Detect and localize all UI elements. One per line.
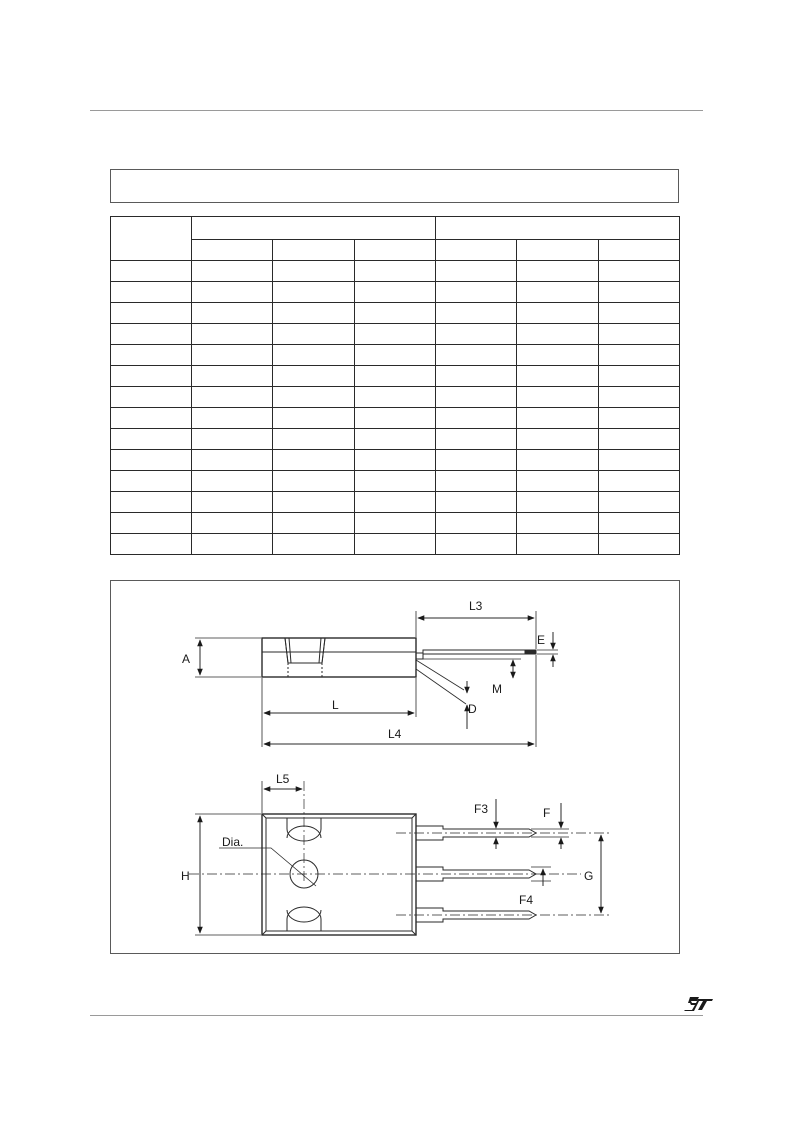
- dim-dia-leader: [219, 848, 316, 886]
- table-cell: [517, 408, 598, 429]
- table-cell: [273, 345, 354, 366]
- label-h: H: [181, 869, 190, 883]
- label-f3: F3: [474, 802, 489, 816]
- table-cell: [517, 282, 598, 303]
- package-drawing-box: [110, 580, 680, 954]
- table-cell: [111, 471, 192, 492]
- st-logo: [683, 994, 715, 1014]
- table-cell: [435, 303, 516, 324]
- table-cell: [354, 303, 435, 324]
- table-cell: [598, 303, 679, 324]
- table-cell: [111, 534, 192, 555]
- table-header-row: [111, 217, 680, 240]
- table-cell: [273, 471, 354, 492]
- table-cell: [598, 492, 679, 513]
- table-cell: [435, 513, 516, 534]
- side-lead-tip: [525, 650, 536, 654]
- label-f4: F4: [519, 893, 534, 907]
- table-cell: [354, 366, 435, 387]
- table-row: [111, 429, 680, 450]
- table-cell: [273, 408, 354, 429]
- min-mm-header: [192, 240, 273, 261]
- max-inch-header: [598, 240, 679, 261]
- table-cell: [435, 261, 516, 282]
- table-cell: [273, 534, 354, 555]
- table-row: [111, 492, 680, 513]
- table-cell: [192, 261, 273, 282]
- table-cell: [517, 261, 598, 282]
- table-cell: [598, 534, 679, 555]
- dimensions-table: [110, 216, 680, 555]
- table-cell: [273, 261, 354, 282]
- table-cell: [273, 429, 354, 450]
- max-mm-header: [354, 240, 435, 261]
- table-cell: [354, 471, 435, 492]
- table-cell: [435, 345, 516, 366]
- table-cell: [354, 429, 435, 450]
- table-row: [111, 324, 680, 345]
- table-row: [111, 303, 680, 324]
- table-cell: [517, 366, 598, 387]
- package-drawing: [111, 581, 681, 955]
- table-cell: [111, 324, 192, 345]
- table-cell: [517, 534, 598, 555]
- top-body-outline: [262, 814, 416, 935]
- table-row: [111, 408, 680, 429]
- table-row: [111, 345, 680, 366]
- table-cell: [517, 303, 598, 324]
- table-cell: [354, 261, 435, 282]
- table-cell: [192, 366, 273, 387]
- table-cell: [517, 513, 598, 534]
- table-cell: [111, 303, 192, 324]
- label-l3: L3: [469, 599, 483, 613]
- footer-rule: [90, 1015, 703, 1016]
- table-cell: [598, 429, 679, 450]
- table-cell: [435, 492, 516, 513]
- table-subheader-row: [111, 240, 680, 261]
- table-cell: [273, 387, 354, 408]
- label-a: A: [182, 652, 191, 666]
- ref-header-cell: [111, 217, 192, 261]
- table-cell: [435, 324, 516, 345]
- table-cell: [354, 387, 435, 408]
- table-cell: [517, 429, 598, 450]
- table-cell: [517, 471, 598, 492]
- table-cell: [435, 471, 516, 492]
- table-row: [111, 282, 680, 303]
- table-cell: [192, 450, 273, 471]
- table-cell: [354, 345, 435, 366]
- side-recess-edge: [319, 638, 321, 663]
- table-cell: [598, 450, 679, 471]
- table-cell: [354, 408, 435, 429]
- side-recess-edge: [289, 638, 291, 663]
- table-cell: [192, 492, 273, 513]
- table-cell: [354, 282, 435, 303]
- label-f: F: [543, 806, 551, 820]
- table-row: [111, 471, 680, 492]
- typ-inch-header: [517, 240, 598, 261]
- label-dia: Dia.: [222, 835, 244, 849]
- table-row: [111, 534, 680, 555]
- table-cell: [111, 261, 192, 282]
- table-row: [111, 513, 680, 534]
- table-cell: [435, 387, 516, 408]
- table-title-box: [110, 169, 679, 203]
- table-cell: [354, 324, 435, 345]
- table-cell: [273, 492, 354, 513]
- table-cell: [598, 324, 679, 345]
- table-cell: [598, 387, 679, 408]
- side-body-outline: [262, 638, 416, 677]
- label-d: D: [468, 702, 477, 716]
- table-cell: [354, 513, 435, 534]
- min-inch-header: [435, 240, 516, 261]
- table-cell: [517, 492, 598, 513]
- table-cell: [111, 282, 192, 303]
- table-cell: [111, 366, 192, 387]
- side-view: [195, 611, 558, 747]
- table-cell: [598, 366, 679, 387]
- table-cell: [598, 408, 679, 429]
- table-cell: [273, 513, 354, 534]
- table-cell: [435, 366, 516, 387]
- table-cell: [192, 345, 273, 366]
- table-cell: [598, 345, 679, 366]
- table-cell: [435, 450, 516, 471]
- table-cell: [111, 513, 192, 534]
- label-e: E: [537, 633, 546, 647]
- typ-mm-header: [273, 240, 354, 261]
- table-cell: [598, 513, 679, 534]
- table-cell: [111, 492, 192, 513]
- inch-group-header: [435, 217, 679, 240]
- label-g: G: [584, 869, 594, 883]
- table-cell: [517, 387, 598, 408]
- table-cell: [192, 282, 273, 303]
- label-l5: L5: [276, 772, 290, 786]
- table-cell: [111, 387, 192, 408]
- table-cell: [273, 303, 354, 324]
- table-cell: [517, 345, 598, 366]
- label-m: M: [492, 682, 502, 696]
- table-cell: [192, 303, 273, 324]
- side-recess-edge: [285, 638, 288, 663]
- side-recess-edge: [322, 638, 325, 663]
- table-cell: [354, 450, 435, 471]
- table-row: [111, 366, 680, 387]
- label-l4: L4: [388, 727, 402, 741]
- table-cell: [192, 471, 273, 492]
- mm-group-header: [192, 217, 436, 240]
- table-cell: [517, 324, 598, 345]
- table-cell: [273, 366, 354, 387]
- table-cell: [111, 408, 192, 429]
- table-cell: [192, 408, 273, 429]
- table-cell: [111, 345, 192, 366]
- table-cell: [192, 534, 273, 555]
- table-row: [111, 450, 680, 471]
- header-rule: [90, 110, 703, 111]
- table-cell: [192, 324, 273, 345]
- table-cell: [598, 261, 679, 282]
- table-cell: [354, 534, 435, 555]
- table-cell: [111, 429, 192, 450]
- table-row: [111, 387, 680, 408]
- table-cell: [435, 534, 516, 555]
- table-cell: [192, 429, 273, 450]
- table-cell: [598, 282, 679, 303]
- table-cell: [435, 429, 516, 450]
- table-cell: [192, 387, 273, 408]
- table-row: [111, 261, 680, 282]
- table-cell: [598, 471, 679, 492]
- top-view: [189, 781, 611, 935]
- table-cell: [517, 450, 598, 471]
- side-lead: [416, 650, 536, 659]
- bottom-notch-edge: [287, 910, 321, 922]
- table-cell: [273, 282, 354, 303]
- table-cell: [435, 282, 516, 303]
- table-cell: [192, 513, 273, 534]
- label-l: L: [332, 698, 339, 712]
- table-cell: [111, 450, 192, 471]
- table-cell: [273, 450, 354, 471]
- table-cell: [435, 408, 516, 429]
- table-cell: [354, 492, 435, 513]
- table-cell: [273, 324, 354, 345]
